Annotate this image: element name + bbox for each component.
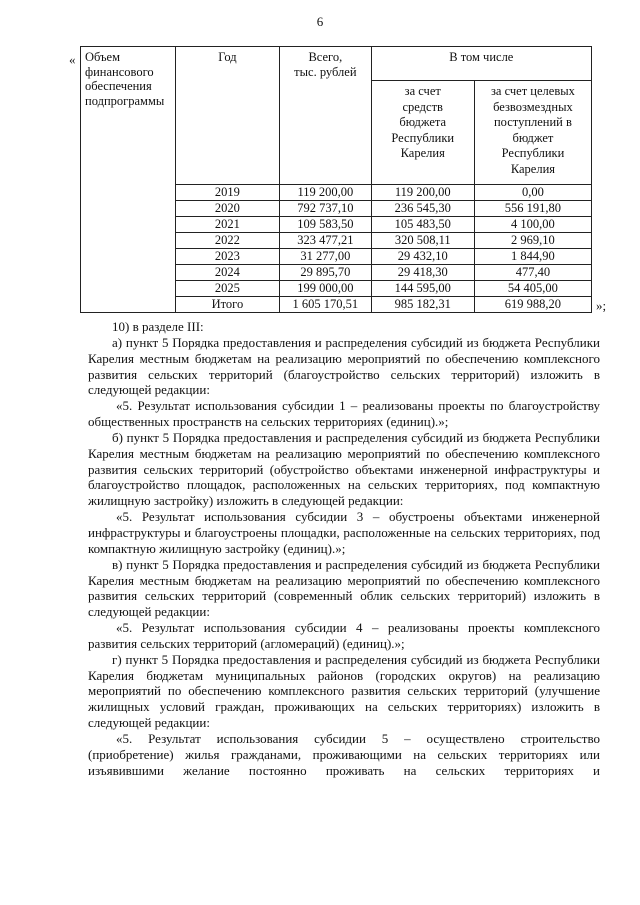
body-text	[88, 319, 600, 778]
table-row: 2020 792 737,10 236 545,30 556 191,80	[81, 201, 592, 217]
total-header: Всего, тыс. рублей	[280, 47, 372, 185]
paragraph-section-heading: 10) в разделе III:	[112, 319, 204, 334]
financing-table	[80, 46, 592, 313]
table-row: 2025 199 000,00 144 595,00 54 405,00	[81, 281, 592, 297]
paragraph-item-c: в) пункт 5 Порядка предоставления и распределения субсидий из бюджета Республики Карелия местным бюджетам на реализацию мероприятий по обеспечению комплексного развития сельских территорий (современный облик сельских территорий) изложить в следующей редакции:	[88, 556, 600, 620]
table-row: 2019 119 200,00 119 200,00 0,00	[81, 185, 592, 201]
year-header: Год	[175, 47, 279, 185]
paragraph-item-a: а) пункт 5 Порядка предоставления и распределения субсидий из бюджета Республики Карелия местным бюджетам на реализацию мероприятий по обеспечению комплексного развития сельских территорий (благоустройство сельских территорий) изложить в следующей редакции:	[88, 334, 600, 398]
paragraph-item-d: г) пункт 5 Порядка предоставления и распределения субсидий из бюджета Республики Карелия бюджетам муниципальных районов (городских округов) на реализацию мероприятий по обеспечению комплексного развития сельских территорий (улучшение жилищных условий граждан, проживающих на сельских территориях) изложить в следующей редакции:	[88, 651, 600, 731]
paragraph-item-b: б) пункт 5 Порядка предоставления и распределения субсидий из бюджета Республики Карелия местным бюджетам на реализацию мероприятий по обеспечению комплексного развития сельских территорий (обустройство объектами инженерной инфраструктуры и благоустройство площадок, расположенных на сельских территориях, под компактную жилищную застройку) изложить в следующей редакции:	[88, 429, 600, 509]
targeted-header: за счет целевых безвозмездных поступлений в бюджет Республики Карелия	[474, 81, 591, 185]
row-label-cell: Объем финансового обеспечения подпрограммы	[81, 47, 176, 313]
including-header: В том числе	[371, 47, 591, 81]
paragraph-quote-1: «5. Результат использования субсидии 1 – реализованы проекты по благоустройству общественных пространств на сельских территориях (единиц).»;	[88, 398, 600, 430]
table-row: 2024 29 895,70 29 418,30 477,40	[81, 265, 592, 281]
table-row: 2023 31 277,00 29 432,10 1 844,90	[81, 249, 592, 265]
paragraph-quote-4: «5. Результат использования субсидии 4 – реализованы проекты комплексного развития сельских территорий (агломераций) (единиц).»;	[88, 620, 600, 651]
paragraph-quote-3: «5. Результат использования субсидии 3 – обустроены объектами инженерной инфраструктуры и благоустроены площадки, расположенные на сельских территориях, под компактную жилищную застройку (единиц).»;	[88, 509, 600, 556]
table-row: 2021 109 583,50 105 483,50 4 100,00	[81, 217, 592, 233]
table-total-row: Итого 1 605 170,51 985 182,31 619 988,20	[81, 297, 592, 313]
closing-quote: »;	[596, 298, 607, 313]
page-number: 6	[316, 14, 324, 29]
opening-quote: «	[69, 52, 76, 67]
table-row: 2022 323 477,21 320 508,11 2 969,10	[81, 233, 592, 249]
paragraph-quote-5: «5. Результат использования субсидии 5 – осуществлено строительство (приобретение) жилья гражданами, проживающими на сельских территориях или изъявившими желание постоянно проживать на сельских территориях и	[88, 730, 600, 778]
budget-header: за счет средств бюджета Республики Карелия	[371, 81, 474, 185]
